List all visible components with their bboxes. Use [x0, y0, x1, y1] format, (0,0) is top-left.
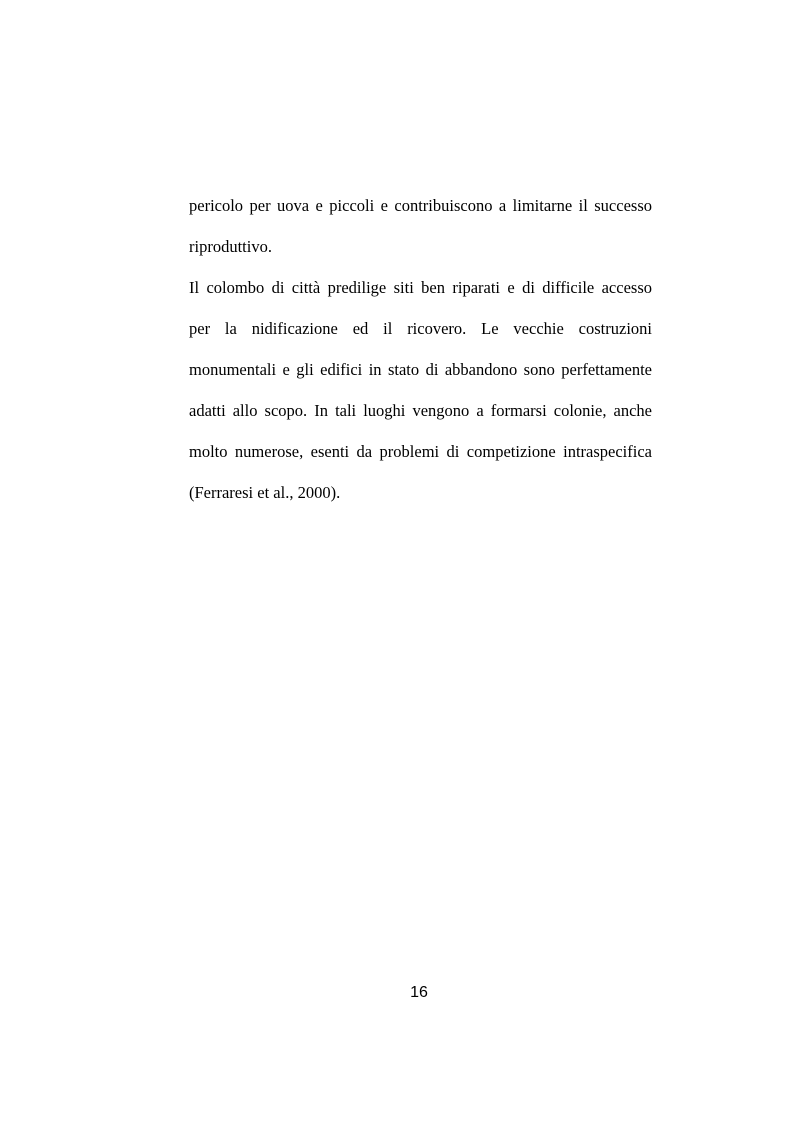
body-text	[189, 185, 652, 513]
text-line: riproduttivo.	[189, 237, 272, 256]
text-line: molto numerose, esenti da problemi di competizione intraspecifica	[189, 442, 652, 461]
text-line: pericolo per uova e piccoli e contribuiscono a limitarne il successo	[189, 196, 652, 215]
text-line: adatti allo scopo. In tali luoghi vengono a formarsi colonie, anche	[189, 401, 652, 420]
text-line: (Ferraresi et al., 2000).	[189, 483, 341, 502]
text-line: monumentali e gli edifici in stato di abbandono sono perfettamente	[189, 360, 652, 379]
text-line: Il colombo di città predilige siti ben riparati e di difficile accesso	[189, 278, 652, 297]
page-number: 16	[410, 984, 428, 1001]
text-line: per la nidificazione ed il ricovero. Le vecchie costruzioni	[189, 319, 652, 338]
